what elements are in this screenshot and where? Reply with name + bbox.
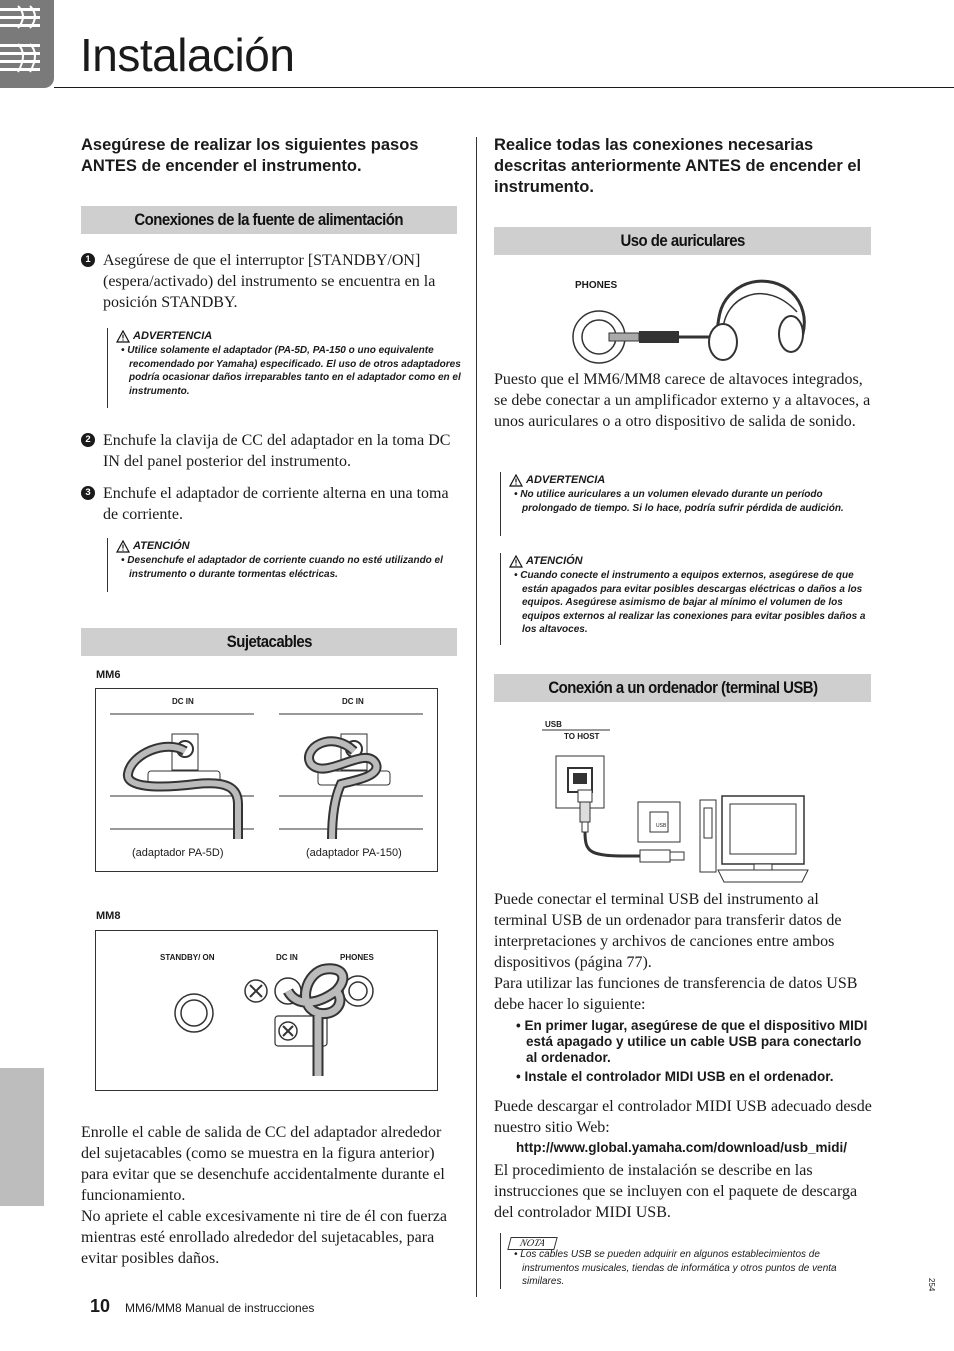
warning-text: • Utilice solamente el adaptador (PA-5D, PA-150 o uno equivalente recomendado por Yamaha) especificado. El uso de otros adaptadores podría ocasionar daños irreparables tanto en el adaptador como en el instrumento. xyxy=(121,345,461,397)
keyboard-icon xyxy=(0,0,54,88)
warning-title: ADVERTENCIA xyxy=(526,474,606,486)
caution-title: ATENCIÓN xyxy=(526,555,583,567)
step-2 xyxy=(81,430,457,472)
figure-caption: (adaptador PA-150) xyxy=(306,847,402,859)
warning-title: ADVERTENCIA xyxy=(133,330,213,342)
cable-holder-illustration xyxy=(96,689,437,871)
usb-port-label: USB xyxy=(656,823,667,829)
step-text: Enchufe la clavija de CC del adaptador en la toma DC IN del panel posterior del instrumento. xyxy=(103,432,451,470)
page-code: 254 xyxy=(927,1278,936,1292)
dc-in-label: DC IN xyxy=(276,953,298,962)
step-number: 1 xyxy=(81,253,95,267)
step-3 xyxy=(81,483,457,525)
caution-note-2 xyxy=(500,553,879,645)
warning-icon xyxy=(116,540,130,553)
usb-connection-figure xyxy=(540,718,820,886)
left-lead: Asegúrese de realizar los siguientes pasos ANTES de encender el instrumento. xyxy=(81,136,419,175)
step-text: Asegúrese de que el interruptor [STANDBY/ON] (espera/activado) del instrumento se encuentra en la posición STANDBY. xyxy=(103,252,436,311)
phones-heading: Uso de auriculares xyxy=(494,227,871,255)
caution-note-1 xyxy=(107,538,461,592)
download-text: Puede descargar el controlador MIDI USB adecuado desde nuestro sitio Web: xyxy=(494,1098,872,1136)
side-chapter-tab xyxy=(0,1068,44,1206)
caution-title: ATENCIÓN xyxy=(133,540,190,552)
page-title: Instalación xyxy=(80,29,295,81)
dc-in-label: DC IN xyxy=(342,697,364,706)
cable-instructions: Enrolle el cable de salida de CC del adaptador alrededor del sujetacables (como se muestra en la figura anterior) para evitar que se desenchufe accidentalmente durante el funcionamiento. No apriete el cable excesivamente ni tire de él con fuerza mientras esté enrollado alrededor del sujetacables, para evitar posibles daños. xyxy=(81,1124,448,1267)
warning-icon xyxy=(509,474,523,487)
dc-in-label: DC IN xyxy=(172,697,194,706)
usb-requirements-list xyxy=(516,1018,871,1085)
phones-text: Puesto que el MM6/MM8 carece de altavoces integrados, se debe conectar a un amplificador externo y a altavoces, a unos auriculares o a otro dispositivo de salida de sonido. xyxy=(494,371,871,430)
nota-text: • Los cables USB se pueden adquirir en algunos establecimientos de instrumentos musicales, tiendas de informática y otros puntos de venta similares. xyxy=(514,1249,837,1287)
page-number: 10 xyxy=(90,1296,111,1316)
usb-label: USB xyxy=(545,720,562,729)
warning-text: • No utilice auriculares a un volumen elevado durante un período prolongado de tiempo. Si lo hace, podría sufrir pérdida de audición. xyxy=(514,489,844,514)
mm8-cable-figure xyxy=(95,930,438,1091)
usb-text: Puede conectar el terminal USB del instrumento al terminal USB de un ordenador para transferir datos de interpretaciones y archivos de canciones entre ambos dispositivos (página 77). Para utilizar las funciones de transferencia de datos USB debe hacer lo siguiente: xyxy=(494,891,858,1013)
mm6-label: MM6 xyxy=(96,669,121,681)
headphones-figure xyxy=(565,272,815,364)
cable-holder-illustration xyxy=(96,931,437,1090)
usb-computer-illustration xyxy=(540,718,820,886)
figure-caption: (adaptador PA-5D) xyxy=(132,847,224,859)
section-tab-marker xyxy=(0,0,54,88)
nota-note xyxy=(500,1233,879,1289)
warning-icon xyxy=(116,330,130,343)
install-text: El procedimiento de instalación se describe en las instrucciones que se incluyen con el paquete de descarga del controlador MIDI USB. xyxy=(494,1162,858,1221)
download-url[interactable]: http://www.global.yamaha.com/download/usb_midi/ xyxy=(516,1140,848,1155)
warning-icon xyxy=(509,555,523,568)
cable-heading: Sujetacables xyxy=(81,628,457,656)
list-item: • Instale el controlador MIDI USB en el ordenador. xyxy=(516,1069,834,1084)
step-number: 3 xyxy=(81,486,95,500)
caution-text: • Desenchufe el adaptador de corriente cuando no esté utilizando el instrumento o durante tormentas eléctricas. xyxy=(121,555,443,580)
mm8-label: MM8 xyxy=(96,910,121,922)
usb-heading: Conexión a un ordenador (terminal USB) xyxy=(494,674,871,702)
to-host-label: TO HOST xyxy=(564,732,600,741)
phones-label: PHONES xyxy=(575,280,618,291)
mm6-cable-figure xyxy=(95,688,438,872)
step-text: Enchufe el adaptador de corriente alterna en una toma de corriente. xyxy=(103,485,449,523)
standby-label: STANDBY/ ON xyxy=(160,953,215,962)
nota-title: NOTA xyxy=(507,1237,557,1250)
step-number: 2 xyxy=(81,433,95,447)
step-1 xyxy=(81,250,457,313)
phones-label: PHONES xyxy=(340,953,374,962)
right-lead: Realice todas las conexiones necesarias descritas anteriormente ANTES de encender el instrumento. xyxy=(494,136,862,196)
list-item: • En primer lugar, asegúrese de que el dispositivo MIDI está apagado y utilice un cable USB para conectarlo al ordenador. xyxy=(516,1018,868,1065)
caution-text: • Cuando conecte el instrumento a equipos externos, asegúrese de que están apagados para evitar posibles descargas eléctricas o daños a los equipos. Asegúrese asimismo de bajar al mínimo el volumen de los equipos externos al realizar las conexiones para evitar posibles daños a los altavoces. xyxy=(514,570,866,635)
manual-name: MM6/MM8 Manual de instrucciones xyxy=(125,1301,315,1315)
column-divider xyxy=(476,137,477,1297)
title-rule xyxy=(54,87,954,88)
warning-note-2 xyxy=(500,472,879,536)
power-heading: Conexiones de la fuente de alimentación xyxy=(81,206,457,234)
warning-note-1 xyxy=(107,328,461,408)
